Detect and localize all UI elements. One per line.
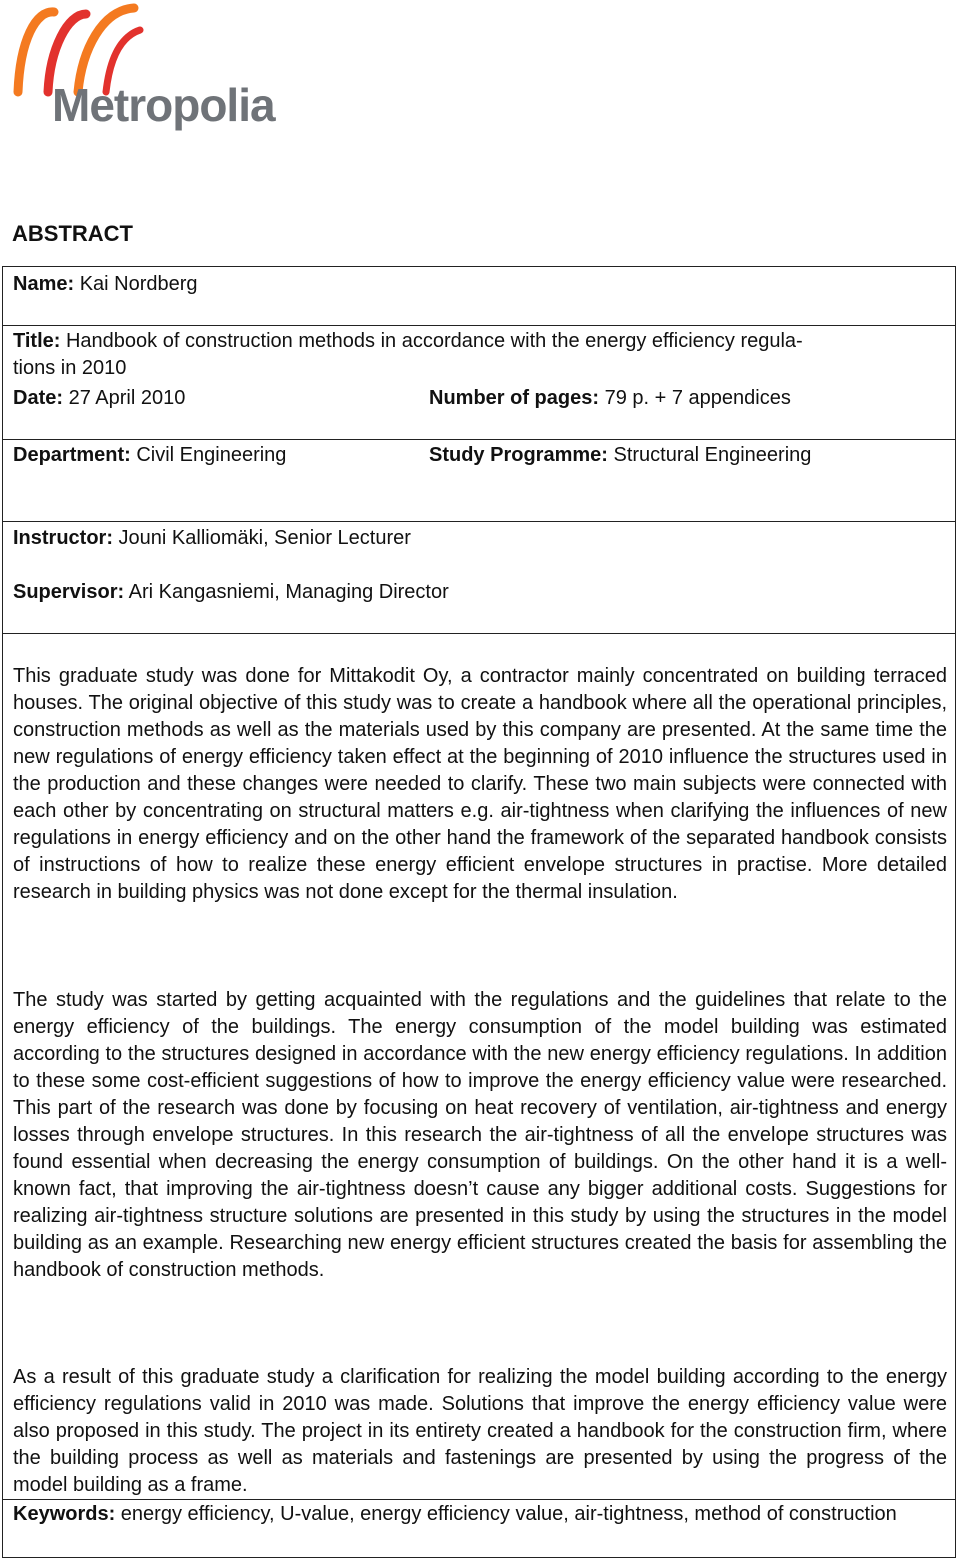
abstract-paragraph: As a result of this graduate study a clarification for realizing the model building according to the energy efficiency regulations valid in 2010 was made. Solutions that improve the energy efficiency value were also proposed in this study. The project in its entirety created a handbook for the construction firm, where the building process as well as materials and fastenings are presented by using the progress of the model building as a frame.: [13, 1366, 947, 1496]
supervisor-value: Ari Kangasniemi, Managing Director: [124, 581, 449, 603]
title-label: Title:: [13, 330, 61, 352]
keywords-value: energy efficiency, U-value, energy efficiency value, air-tightness, method of construction: [115, 1503, 897, 1525]
abstract-paragraph: This graduate study was done for Mittakodit Oy, a contractor mainly concentrated on building terraced houses. The original objective of this study was to create a handbook where all the operational principles, construction methods as well as the materials used by this company are presented. At the same time the new regulations of energy efficiency taken effect at the beginning of 2010 influence the structures used in the production and these changes were needed to clarify. These two main subjects were connected with each other by concentrating on structural matters e.g. air-tightness when clarifying the influences of new regulations in energy efficiency and on the other hand the framework of the separated handbook consists of instructions of how to realize these energy efficient envelope structures in practise. More detailed research in building physics was not done except for the thermal insulation.: [13, 665, 947, 903]
programme-label: Study Programme:: [429, 444, 608, 466]
keywords-field: [13, 1501, 947, 1528]
name-value: Kai Nordberg: [74, 273, 198, 295]
programme-field: [429, 442, 811, 469]
abstract-table: [2, 266, 956, 1558]
divider: [3, 325, 955, 326]
department-field: [13, 442, 286, 469]
instructor-field: [13, 525, 411, 552]
name-row: [13, 271, 198, 298]
department-value: Civil Engineering: [130, 444, 287, 466]
keywords-label: Keywords:: [13, 1503, 116, 1525]
title-value: Handbook of construction methods in accordance with the energy efficiency regula-: [60, 330, 803, 352]
title-row: [13, 328, 803, 355]
title-row-cont: [13, 355, 126, 382]
department-label: Department:: [13, 444, 131, 466]
abstract-paragraph: The study was started by getting acquainted with the regulations and the guidelines that relate to the energy efficiency of the buildings. The energy consumption of the model building was estimated according to the structures designed in accordance with the new energy efficiency regulations. In addition to these some cost-efficient suggestions of how to improve the energy efficiency value were researched. This part of the research was done by focusing on heat recovery of ventilation, air-tightness and energy losses through envelope structures. In this research the air-tightness of all the envelope structures was found essential when decreasing the energy consumption of buildings. On the other hand it is a well-known fact, that improving the air-tightness doesn’t cause any bigger additional costs. Suggestions for realizing air-tightness structure solutions are presented in this study by using the structures in the model building as an example. Researching new energy efficient structures created the basis for assembling the handbook of construction methods.: [13, 989, 947, 1281]
programme-value: Structural Engineering: [607, 444, 812, 466]
supervisor-field: [13, 579, 449, 606]
instructor-value: Jouni Kalliomäki, Senior Lecturer: [113, 527, 411, 549]
divider: [3, 521, 955, 522]
instructor-label: Instructor:: [13, 527, 113, 549]
pages-label: Number of pages:: [429, 387, 600, 409]
title-value-cont: tions in 2010: [13, 357, 127, 379]
logo-wordmark: Metropolia: [52, 79, 275, 131]
divider: [3, 633, 955, 634]
name-label: Name:: [13, 273, 75, 295]
metropolia-logo: [10, 0, 280, 145]
pages-field: [429, 385, 791, 412]
pages-value: 79 p. + 7 appendices: [599, 387, 791, 409]
divider: [3, 439, 955, 440]
date-field: [13, 385, 185, 412]
abstract-heading: ABSTRACT: [12, 221, 133, 246]
supervisor-label: Supervisor:: [13, 581, 125, 603]
date-value: 27 April 2010: [63, 387, 186, 409]
divider: [3, 1499, 955, 1500]
date-label: Date:: [13, 387, 64, 409]
